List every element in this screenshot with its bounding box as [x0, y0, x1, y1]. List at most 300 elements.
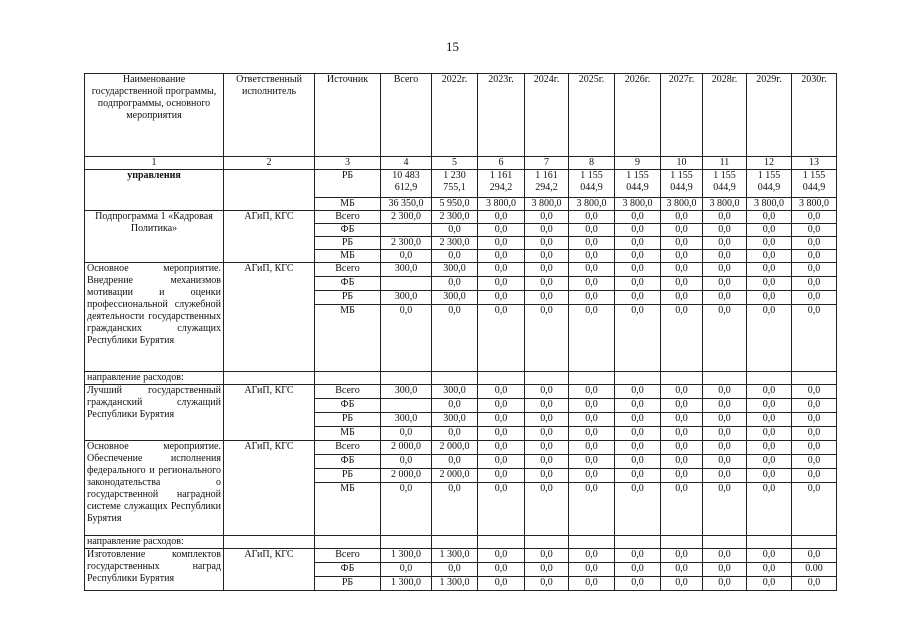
column-header: 2024г. — [525, 74, 569, 157]
value-cell: 1 155 044,9 — [747, 170, 792, 198]
value-cell: 2 300,0 — [432, 237, 478, 250]
empty-cell — [224, 372, 315, 385]
funding-source: Всего — [315, 549, 381, 563]
value-cell: 2 000,0 — [381, 469, 432, 483]
value-cell: 3 800,0 — [525, 198, 569, 211]
value-cell: 0,0 — [381, 483, 432, 536]
value-cell: 0,0 — [661, 455, 703, 469]
value-cell: 0,0 — [432, 399, 478, 413]
program-name: Изготовление комплектов государственных наград Республики Бурятия — [85, 549, 224, 591]
value-cell: 0,0 — [525, 549, 569, 563]
value-cell: 0,0 — [792, 237, 837, 250]
value-cell: 1 161 294,2 — [525, 170, 569, 198]
value-cell: 0,0 — [478, 211, 525, 224]
column-number: 10 — [661, 157, 703, 170]
value-cell: 0,0 — [525, 237, 569, 250]
funding-source: РБ — [315, 577, 381, 591]
value-cell: 0,0 — [792, 413, 837, 427]
direction-row — [85, 536, 837, 549]
value-cell: 0,0 — [432, 224, 478, 237]
value-cell: 0,0 — [747, 483, 792, 536]
value-cell: 0,0 — [478, 455, 525, 469]
executor-name: АГиП, КГС — [224, 549, 315, 591]
page-number: 15 — [446, 39, 459, 54]
value-cell: 0,0 — [381, 455, 432, 469]
table-row — [85, 549, 837, 563]
value-cell: 0,0 — [747, 237, 792, 250]
table-row — [85, 441, 837, 455]
value-cell: 0,0 — [569, 277, 615, 291]
value-cell: 2 000,0 — [432, 441, 478, 455]
value-cell: 0,0 — [525, 413, 569, 427]
value-cell: 0,0 — [747, 469, 792, 483]
value-cell: 0,0 — [703, 577, 747, 591]
value-cell: 0,0 — [615, 250, 661, 263]
value-cell: 2 300,0 — [381, 237, 432, 250]
direction-row — [85, 372, 837, 385]
column-number-row — [85, 157, 837, 170]
value-cell — [381, 277, 432, 291]
value-cell: 0,0 — [703, 277, 747, 291]
value-cell: 0,0 — [747, 413, 792, 427]
column-number: 12 — [747, 157, 792, 170]
value-cell: 0,0 — [569, 385, 615, 399]
empty-cell — [615, 372, 661, 385]
value-cell: 0,0 — [525, 427, 569, 441]
value-cell: 1 155 044,9 — [703, 170, 747, 198]
value-cell: 1 300,0 — [432, 549, 478, 563]
value-cell: 0,0 — [432, 305, 478, 372]
value-cell: 0,0 — [703, 250, 747, 263]
executor-name: АГиП, КГС — [224, 441, 315, 536]
value-cell: 0,0 — [525, 277, 569, 291]
value-cell: 1 300,0 — [381, 549, 432, 563]
value-cell: 0,0 — [569, 211, 615, 224]
value-cell: 3 800,0 — [661, 198, 703, 211]
value-cell: 0,0 — [792, 291, 837, 305]
value-cell: 0,0 — [615, 237, 661, 250]
value-cell — [381, 224, 432, 237]
value-cell: 300,0 — [381, 263, 432, 277]
value-cell: 0,0 — [569, 469, 615, 483]
column-header: Наименование государственной программы, подпрограммы, основного мероприятия — [85, 74, 224, 157]
value-cell: 0,0 — [432, 277, 478, 291]
value-cell: 1 230 755,1 — [432, 170, 478, 198]
value-cell: 0,0 — [792, 385, 837, 399]
executor-name — [224, 170, 315, 211]
value-cell: 0,0 — [525, 385, 569, 399]
column-header: 2022г. — [432, 74, 478, 157]
direction-label: направление расходов: — [85, 372, 224, 385]
value-cell: 0,0 — [478, 427, 525, 441]
value-cell: 0,0 — [432, 455, 478, 469]
value-cell: 0,0 — [615, 563, 661, 577]
direction-label: направление расходов: — [85, 536, 224, 549]
value-cell: 0,0 — [478, 441, 525, 455]
value-cell: 0,0 — [478, 469, 525, 483]
value-cell: 0,0 — [525, 455, 569, 469]
column-number: 3 — [315, 157, 381, 170]
value-cell: 0,0 — [703, 211, 747, 224]
value-cell: 0,0 — [703, 483, 747, 536]
value-cell: 0,0 — [703, 563, 747, 577]
value-cell: 0,0 — [381, 563, 432, 577]
program-name: Основное мероприятие. Обеспечение исполнения федерального и регионального законодательства о государственной наградной системе служащих Республики Бурятия — [85, 441, 224, 536]
value-cell: 0,0 — [703, 549, 747, 563]
table-row — [85, 263, 837, 277]
value-cell: 0,0 — [747, 250, 792, 263]
value-cell: 0,0 — [703, 413, 747, 427]
value-cell: 0,0 — [792, 277, 837, 291]
value-cell: 0,0 — [525, 483, 569, 536]
value-cell: 0,0 — [525, 577, 569, 591]
value-cell: 1 300,0 — [432, 577, 478, 591]
value-cell: 0,0 — [661, 291, 703, 305]
value-cell: 300,0 — [432, 263, 478, 277]
executor-name: АГиП, КГС — [224, 263, 315, 372]
value-cell: 0,0 — [478, 549, 525, 563]
value-cell: 0,0 — [661, 469, 703, 483]
funding-source: МБ — [315, 198, 381, 211]
value-cell: 0,0 — [381, 427, 432, 441]
table-row — [85, 211, 837, 224]
value-cell: 0,0 — [792, 483, 837, 536]
value-cell: 0,0 — [792, 263, 837, 277]
value-cell: 0,0 — [792, 441, 837, 455]
value-cell: 0,0 — [661, 549, 703, 563]
value-cell: 0,0 — [432, 483, 478, 536]
funding-source: РБ — [315, 237, 381, 250]
value-cell: 0,0 — [615, 277, 661, 291]
empty-cell — [661, 536, 703, 549]
value-cell: 0,0 — [747, 549, 792, 563]
column-header: 2029г. — [747, 74, 792, 157]
column-header: 2028г. — [703, 74, 747, 157]
value-cell: 0,0 — [747, 399, 792, 413]
column-number: 4 — [381, 157, 432, 170]
value-cell: 0,0 — [478, 399, 525, 413]
funding-source: МБ — [315, 250, 381, 263]
value-cell: 0,0 — [525, 469, 569, 483]
value-cell: 0,0 — [661, 399, 703, 413]
value-cell: 0,0 — [569, 455, 615, 469]
executor-name: АГиП, КГС — [224, 211, 315, 263]
value-cell: 0,0 — [703, 385, 747, 399]
value-cell: 0,0 — [615, 224, 661, 237]
value-cell: 0,0 — [661, 441, 703, 455]
value-cell: 1 155 044,9 — [569, 170, 615, 198]
header-row — [85, 74, 837, 157]
funding-source: ФБ — [315, 399, 381, 413]
value-cell: 0,0 — [661, 385, 703, 399]
funding-source: ФБ — [315, 563, 381, 577]
funding-source: Всего — [315, 263, 381, 277]
program-name: Подпрограмма 1 «Кадровая Политика» — [85, 211, 224, 263]
funding-source: ФБ — [315, 277, 381, 291]
value-cell: 0,0 — [747, 224, 792, 237]
value-cell: 1 155 044,9 — [615, 170, 661, 198]
program-name: Основное мероприятие. Внедрение механизмов мотивации и оценки профессиональной служебной деятельности государственных гражданских служащих Республики Бурятия — [85, 263, 224, 372]
value-cell: 0,0 — [569, 549, 615, 563]
value-cell: 3 800,0 — [615, 198, 661, 211]
column-header: 2023г. — [478, 74, 525, 157]
value-cell: 0,0 — [703, 291, 747, 305]
value-cell: 0,0 — [661, 413, 703, 427]
value-cell: 0,0 — [747, 577, 792, 591]
value-cell: 0,0 — [792, 577, 837, 591]
value-cell: 0,0 — [747, 441, 792, 455]
value-cell: 0,0 — [615, 483, 661, 536]
value-cell: 0,0 — [569, 577, 615, 591]
value-cell: 0,0 — [478, 563, 525, 577]
value-cell: 0,0 — [525, 263, 569, 277]
value-cell: 10 483 612,9 — [381, 170, 432, 198]
value-cell: 0,0 — [615, 385, 661, 399]
column-number: 1 — [85, 157, 224, 170]
column-number: 9 — [615, 157, 661, 170]
value-cell: 0,0 — [703, 263, 747, 277]
executor-name: АГиП, КГС — [224, 385, 315, 441]
empty-cell — [381, 372, 432, 385]
table-row — [85, 385, 837, 399]
value-cell: 0,0 — [792, 224, 837, 237]
value-cell: 0.00 — [792, 563, 837, 577]
empty-cell — [315, 372, 381, 385]
value-cell: 2 000,0 — [432, 469, 478, 483]
value-cell: 300,0 — [381, 413, 432, 427]
value-cell: 3 800,0 — [747, 198, 792, 211]
empty-cell — [381, 536, 432, 549]
value-cell: 0,0 — [792, 427, 837, 441]
value-cell: 3 800,0 — [478, 198, 525, 211]
empty-cell — [224, 536, 315, 549]
column-number: 8 — [569, 157, 615, 170]
funding-source: РБ — [315, 170, 381, 198]
value-cell: 0,0 — [525, 441, 569, 455]
value-cell: 0,0 — [381, 250, 432, 263]
empty-cell — [747, 372, 792, 385]
funding-source: РБ — [315, 469, 381, 483]
funding-source: Всего — [315, 211, 381, 224]
value-cell: 1 300,0 — [381, 577, 432, 591]
empty-cell — [792, 372, 837, 385]
value-cell: 0,0 — [432, 427, 478, 441]
value-cell: 0,0 — [703, 455, 747, 469]
value-cell: 0,0 — [615, 577, 661, 591]
value-cell: 0,0 — [569, 441, 615, 455]
value-cell: 2 300,0 — [432, 211, 478, 224]
column-header: 2026г. — [615, 74, 661, 157]
value-cell: 300,0 — [432, 413, 478, 427]
funding-source: ФБ — [315, 455, 381, 469]
value-cell: 0,0 — [615, 549, 661, 563]
empty-cell — [615, 536, 661, 549]
value-cell: 0,0 — [661, 250, 703, 263]
value-cell: 0,0 — [792, 549, 837, 563]
column-number: 11 — [703, 157, 747, 170]
empty-cell — [703, 372, 747, 385]
value-cell: 0,0 — [569, 237, 615, 250]
value-cell: 0,0 — [478, 250, 525, 263]
value-cell: 0,0 — [661, 211, 703, 224]
value-cell: 0,0 — [792, 305, 837, 372]
empty-cell — [432, 372, 478, 385]
value-cell: 2 300,0 — [381, 211, 432, 224]
funding-source: Всего — [315, 441, 381, 455]
value-cell: 0,0 — [792, 455, 837, 469]
value-cell: 0,0 — [569, 224, 615, 237]
value-cell: 0,0 — [703, 224, 747, 237]
funding-source: МБ — [315, 483, 381, 536]
value-cell: 0,0 — [747, 305, 792, 372]
column-number: 7 — [525, 157, 569, 170]
value-cell: 2 000,0 — [381, 441, 432, 455]
value-cell: 0,0 — [792, 211, 837, 224]
value-cell: 0,0 — [747, 291, 792, 305]
value-cell: 0,0 — [525, 291, 569, 305]
funding-source: РБ — [315, 291, 381, 305]
column-number: 13 — [792, 157, 837, 170]
program-name: управления — [85, 170, 224, 211]
value-cell: 0,0 — [569, 563, 615, 577]
value-cell: 0,0 — [615, 427, 661, 441]
value-cell: 300,0 — [432, 291, 478, 305]
value-cell: 0,0 — [703, 469, 747, 483]
value-cell: 0,0 — [747, 385, 792, 399]
empty-cell — [747, 536, 792, 549]
value-cell: 0,0 — [615, 441, 661, 455]
value-cell: 0,0 — [569, 427, 615, 441]
value-cell: 1 161 294,2 — [478, 170, 525, 198]
value-cell: 0,0 — [703, 305, 747, 372]
column-number: 6 — [478, 157, 525, 170]
value-cell: 300,0 — [381, 385, 432, 399]
value-cell: 0,0 — [478, 577, 525, 591]
value-cell: 0,0 — [792, 399, 837, 413]
value-cell: 0,0 — [525, 211, 569, 224]
value-cell: 0,0 — [478, 483, 525, 536]
value-cell: 0,0 — [661, 563, 703, 577]
empty-cell — [478, 536, 525, 549]
value-cell — [381, 399, 432, 413]
value-cell: 0,0 — [615, 211, 661, 224]
column-header: Всего — [381, 74, 432, 157]
value-cell: 0,0 — [661, 483, 703, 536]
value-cell: 0,0 — [747, 263, 792, 277]
funding-source: РБ — [315, 413, 381, 427]
value-cell: 0,0 — [478, 263, 525, 277]
value-cell: 0,0 — [569, 305, 615, 372]
value-cell: 0,0 — [661, 237, 703, 250]
value-cell: 0,0 — [703, 441, 747, 455]
value-cell: 0,0 — [569, 263, 615, 277]
column-header: 2027г. — [661, 74, 703, 157]
funding-source: ФБ — [315, 224, 381, 237]
value-cell: 0,0 — [478, 413, 525, 427]
value-cell: 300,0 — [381, 291, 432, 305]
value-cell: 0,0 — [615, 413, 661, 427]
table-row — [85, 170, 837, 198]
value-cell: 0,0 — [615, 469, 661, 483]
funding-source: МБ — [315, 427, 381, 441]
value-cell: 0,0 — [478, 385, 525, 399]
budget-table — [84, 73, 837, 591]
value-cell: 0,0 — [747, 563, 792, 577]
value-cell: 0,0 — [569, 291, 615, 305]
value-cell: 0,0 — [661, 224, 703, 237]
value-cell: 0,0 — [569, 483, 615, 536]
empty-cell — [569, 536, 615, 549]
value-cell: 3 800,0 — [569, 198, 615, 211]
value-cell: 0,0 — [569, 399, 615, 413]
value-cell: 0,0 — [478, 237, 525, 250]
column-header: 2025г. — [569, 74, 615, 157]
empty-cell — [525, 372, 569, 385]
value-cell: 3 800,0 — [792, 198, 837, 211]
value-cell: 0,0 — [525, 563, 569, 577]
program-name: Лучший государственный гражданский служащий Республики Бурятия — [85, 385, 224, 441]
value-cell: 0,0 — [747, 427, 792, 441]
empty-cell — [432, 536, 478, 549]
column-header: Источник — [315, 74, 381, 157]
value-cell: 0,0 — [747, 277, 792, 291]
value-cell: 36 350,0 — [381, 198, 432, 211]
value-cell: 0,0 — [703, 237, 747, 250]
empty-cell — [661, 372, 703, 385]
value-cell: 0,0 — [747, 455, 792, 469]
column-header: 2030г. — [792, 74, 837, 157]
value-cell: 3 800,0 — [703, 198, 747, 211]
value-cell: 0,0 — [615, 399, 661, 413]
value-cell: 0,0 — [703, 427, 747, 441]
value-cell: 0,0 — [615, 455, 661, 469]
value-cell: 0,0 — [703, 399, 747, 413]
value-cell: 0,0 — [792, 469, 837, 483]
value-cell: 0,0 — [381, 305, 432, 372]
value-cell: 0,0 — [478, 277, 525, 291]
value-cell: 0,0 — [661, 277, 703, 291]
value-cell: 1 155 044,9 — [661, 170, 703, 198]
value-cell: 0,0 — [525, 250, 569, 263]
value-cell: 0,0 — [525, 305, 569, 372]
value-cell: 0,0 — [432, 250, 478, 263]
empty-cell — [315, 536, 381, 549]
funding-source: Всего — [315, 385, 381, 399]
empty-cell — [569, 372, 615, 385]
empty-cell — [525, 536, 569, 549]
value-cell: 0,0 — [569, 250, 615, 263]
empty-cell — [703, 536, 747, 549]
empty-cell — [478, 372, 525, 385]
value-cell: 1 155 044,9 — [792, 170, 837, 198]
column-number: 2 — [224, 157, 315, 170]
funding-source: МБ — [315, 305, 381, 372]
value-cell: 0,0 — [661, 305, 703, 372]
value-cell: 0,0 — [525, 224, 569, 237]
value-cell: 0,0 — [661, 263, 703, 277]
value-cell: 0,0 — [615, 305, 661, 372]
value-cell: 0,0 — [615, 291, 661, 305]
value-cell: 5 950,0 — [432, 198, 478, 211]
column-header: Ответственный исполнитель — [224, 74, 315, 157]
value-cell: 300,0 — [432, 385, 478, 399]
value-cell: 0,0 — [525, 399, 569, 413]
value-cell: 0,0 — [792, 250, 837, 263]
value-cell: 0,0 — [747, 211, 792, 224]
value-cell: 0,0 — [478, 305, 525, 372]
value-cell: 0,0 — [432, 563, 478, 577]
value-cell: 0,0 — [661, 427, 703, 441]
